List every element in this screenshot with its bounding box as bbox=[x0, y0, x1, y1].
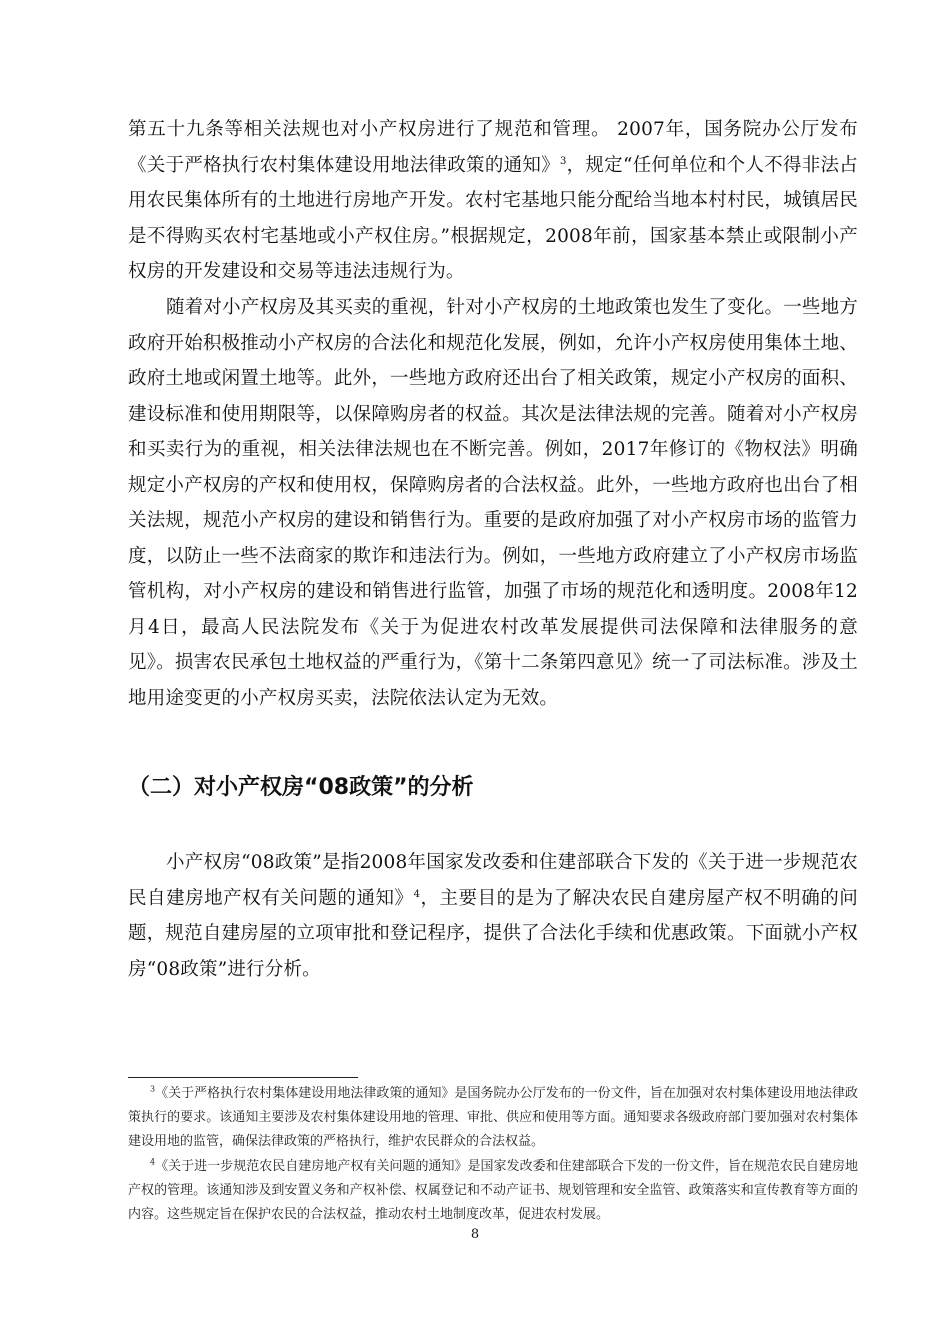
page-number: 8 bbox=[470, 1227, 480, 1242]
paragraph-1-text: 第五十九条等相关法规也对小产权房进行了规范和管理。 2007年，国务院办公厅发布《关于严格执行农村集体建设用地法律政策的通知》 bbox=[128, 119, 858, 176]
footnote-separator bbox=[128, 1077, 358, 1078]
footnote-3-mark: 3 bbox=[150, 1084, 156, 1094]
footnote-3 bbox=[128, 1082, 858, 1154]
footnote-ref-4[interactable]: 4 bbox=[413, 888, 421, 900]
footnote-4-mark: 4 bbox=[150, 1157, 156, 1167]
footnote-3-text: 《关于严格执行农村集体建设用地法律政策的通知》是国务院办公厅发布的一份文件，旨在加强对农村集体建设用地法律政策执行的要求。该通知主要涉及农村集体建设用地的管理、审批、供应和使用等方面。通知要求各级政府部门要加强对农村集体建设用地的监管，确保法律政策的严格执行，维护农民群众的合法权益。 bbox=[128, 1086, 858, 1149]
paragraph-3-text: 小产权房“08政策”是指2008年国家发改委和住建部联合下发的《关于进一步规范农民自建房地产权有关问题的通知》 bbox=[128, 852, 858, 909]
footnote-ref-3[interactable]: 3 bbox=[559, 155, 567, 167]
paragraph-1-tail: ，规定“任何单位和个人不得非法占用农民集体所有的土地进行房地产开发。农村宅基地只能分配给当地本村村民，城镇居民是不得购买农村宅基地或小产权住房。”根据规定，2008年前，国家基本禁止或限制小产权房的开发建设和交易等违法违规行为。 bbox=[128, 154, 858, 282]
paragraph-3-tail: ，主要目的是为了解决农民自建房屋产权不明确的问题，规范自建房屋的立项审批和登记程序，提供了合法化手续和优惠政策。下面就小产权房“08政策”进行分析。 bbox=[128, 887, 858, 980]
paragraph-3 bbox=[128, 845, 858, 987]
section-heading: （二）对小产权房“08政策”的分析 bbox=[128, 775, 474, 800]
paragraph-2: 随着对小产权房及其买卖的重视，针对小产权房的土地政策也发生了变化。一些地方政府开始积极推动小产权房的合法化和规范化发展，例如，允许小产权房使用集体土地、政府土地或闲置土地等。此外，一些地方政府还出台了相关政策，规定小产权房的面积、建设标准和使用期限等，以保障购房者的权益。其次是法律法规的完善。随着对小产权房和买卖行为的重视，相关法律法规也在不断完善。例如，2017年修订的《物权法》明确规定小产权房的产权和使用权，保障购房者的合法权益。此外，一些地方政府也出台了相关法规，规范小产权房的建设和销售行为。重要的是政府加强了对小产权房市场的监管力度，以防止一些不法商家的欺诈和违法行为。例如，一些地方政府建立了小产权房市场监管机构，对小产权房的建设和销售进行监管，加强了市场的规范化和透明度。2008年12月4日，最高人民法院发布《关于为促进农村改革发展提供司法保障和法律服务的意见》。损害农民承包土地权益的严重行为，《第十二条第四意见》统一了司法标准。涉及土地用途变更的小产权房买卖，法院依法认定为无效。 bbox=[128, 297, 858, 709]
paragraph-1 bbox=[128, 112, 858, 290]
footnote-4-text: 《关于进一步规范农民自建房地产权有关问题的通知》是国家发改委和住建部联合下发的一份文件，旨在规范农民自建房地产权的管理。该通知涉及到安置义务和产权补偿、权属登记和不动产证书、规划管理和安全监管、政策落实和宣传教育等方面的内容。这些规定旨在保护农民的合法权益，推动农村土地制度改革，促进农村发展。 bbox=[128, 1159, 858, 1222]
footnote-4 bbox=[128, 1155, 858, 1227]
